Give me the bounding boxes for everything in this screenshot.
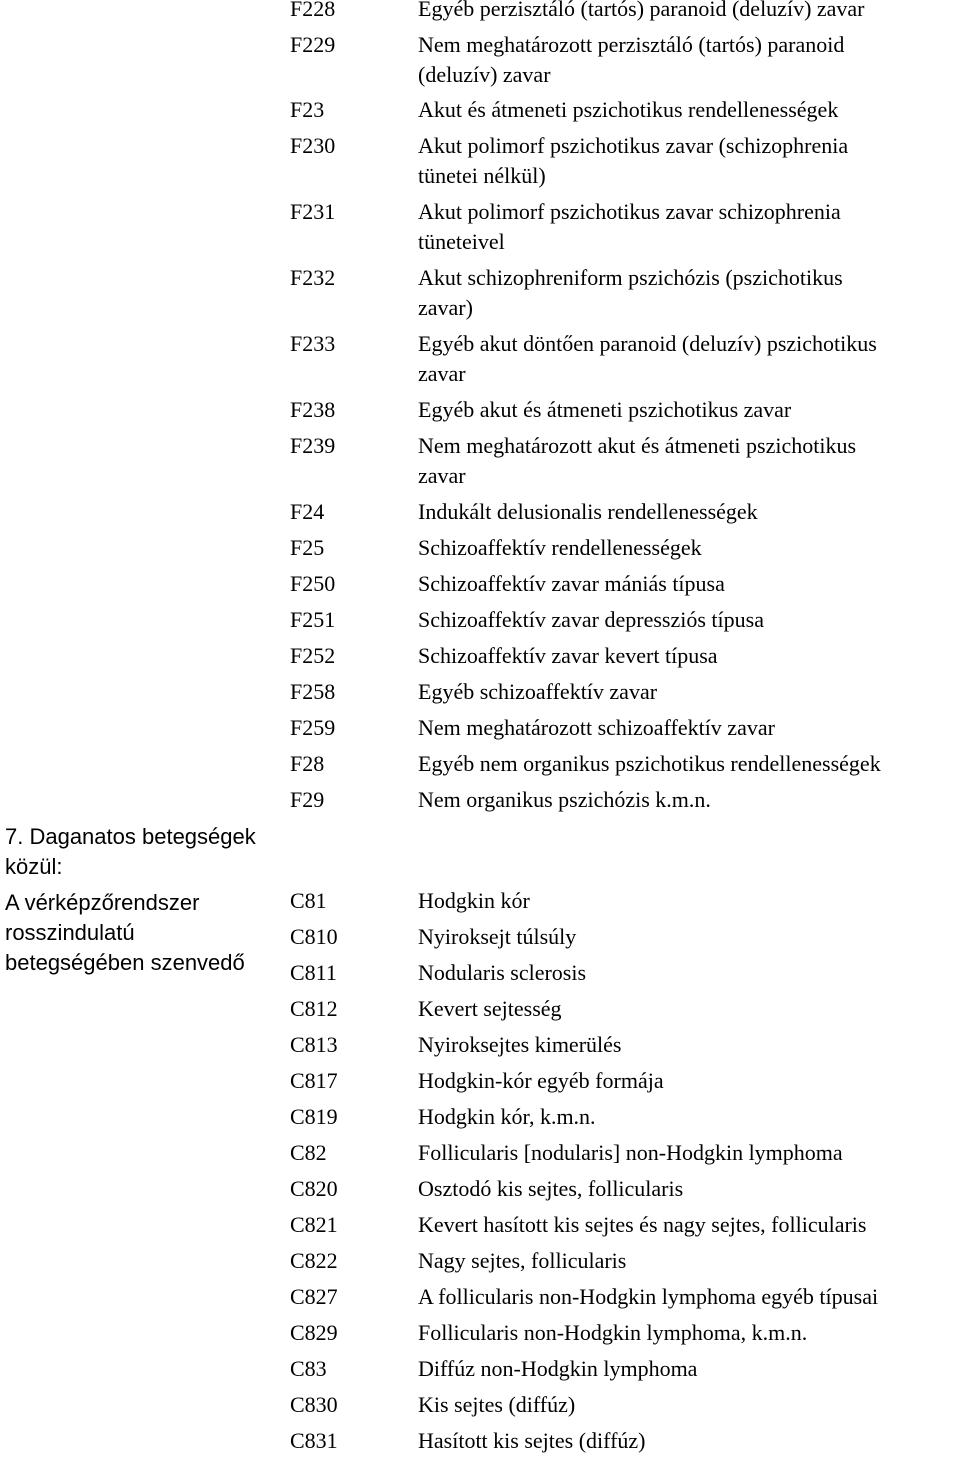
- description-line: Schizoaffektív zavar kevert típusa: [418, 643, 718, 668]
- description-line: Kevert hasított kis sejtes és nagy sejtes, follicularis: [418, 1212, 867, 1237]
- diagnosis-code: C83: [290, 1356, 327, 1381]
- diagnosis-description: [418, 677, 960, 707]
- description-line: (deluzív) zavar: [418, 62, 551, 87]
- diagnosis-code: F259: [290, 715, 336, 740]
- diagnosis-code: F251: [290, 607, 336, 632]
- description-line: zavar: [418, 463, 466, 488]
- description-line: Hasított kis sejtes (diffúz): [418, 1428, 646, 1453]
- diagnosis-description: [418, 1390, 960, 1420]
- diagnosis-description: [418, 131, 960, 191]
- diagnosis-code: C822: [290, 1248, 338, 1273]
- diagnosis-description: [418, 395, 960, 425]
- diagnosis-description: [418, 1030, 960, 1060]
- diagnosis-description: [418, 1102, 960, 1132]
- diagnosis-code: C821: [290, 1212, 338, 1237]
- diagnosis-description: [418, 785, 960, 815]
- description-line: tüneteivel: [418, 229, 505, 254]
- diagnosis-code: F232: [290, 265, 336, 290]
- diagnosis-code: F238: [290, 397, 336, 422]
- description-line: Kevert sejtesség: [418, 996, 562, 1021]
- section-subtitle: [5, 888, 270, 978]
- diagnosis-code: C830: [290, 1392, 338, 1417]
- description-line: Akut polimorf pszichotikus zavar schizophrenia: [418, 199, 841, 224]
- diagnosis-code: F250: [290, 571, 336, 596]
- description-line: Hodgkin kór: [418, 888, 530, 913]
- description-line: Egyéb nem organikus pszichotikus rendellenességek: [418, 751, 881, 776]
- diagnosis-code: C81: [290, 888, 327, 913]
- diagnosis-code: F252: [290, 643, 336, 668]
- diagnosis-description: [418, 641, 960, 671]
- diagnosis-code: F28: [290, 751, 325, 776]
- diagnosis-description: [418, 713, 960, 743]
- description-line: Nagy sejtes, follicularis: [418, 1248, 627, 1273]
- description-line: tünetei nélkül): [418, 163, 546, 188]
- description-line: Nyiroksejt túlsúly: [418, 924, 577, 949]
- diagnosis-description: [418, 1318, 960, 1348]
- description-line: Akut és átmeneti pszichotikus rendellenességek: [418, 97, 839, 122]
- diagnosis-code: F230: [290, 133, 336, 158]
- diagnosis-description: [418, 197, 960, 257]
- diagnosis-code: F258: [290, 679, 336, 704]
- diagnosis-code: C829: [290, 1320, 338, 1345]
- diagnosis-code: C811: [290, 960, 337, 985]
- description-line: Schizoaffektív zavar mániás típusa: [418, 571, 725, 596]
- description-line: Egyéb akut döntően paranoid (deluzív) pszichotikus: [418, 331, 877, 356]
- description-line: Nodularis sclerosis: [418, 960, 587, 985]
- diagnosis-description: [418, 994, 960, 1024]
- diagnosis-description: [418, 569, 960, 599]
- section-title: 7. Daganatos betegségek közül:: [5, 824, 256, 879]
- diagnosis-code: C827: [290, 1284, 338, 1309]
- diagnosis-code: C819: [290, 1104, 338, 1129]
- diagnosis-description: [418, 1138, 960, 1168]
- diagnosis-code: F23: [290, 97, 325, 122]
- diagnosis-description: [418, 1282, 960, 1312]
- diagnosis-code: C810: [290, 924, 338, 949]
- diagnosis-code: C831: [290, 1428, 338, 1453]
- diagnosis-code: C820: [290, 1176, 338, 1201]
- diagnosis-description: [418, 1066, 960, 1096]
- description-line: Diffúz non-Hodgkin lymphoma: [418, 1356, 698, 1381]
- diagnosis-description: [418, 497, 960, 527]
- diagnosis-code: F29: [290, 787, 325, 812]
- section-subtitle-line: betegségében szenvedő: [5, 950, 245, 975]
- diagnosis-code: F228: [290, 0, 336, 21]
- description-line: Kis sejtes (diffúz): [418, 1392, 576, 1417]
- description-line: Hodgkin kór, k.m.n.: [418, 1104, 596, 1129]
- description-line: Nyiroksejtes kimerülés: [418, 1032, 622, 1057]
- description-line: Nem meghatározott akut és átmeneti pszichotikus: [418, 433, 857, 458]
- diagnosis-description: [418, 1174, 960, 1204]
- description-line: Schizoaffektív zavar depressziós típusa: [418, 607, 764, 632]
- diagnosis-description: [418, 749, 960, 779]
- diagnosis-code: C812: [290, 996, 338, 1021]
- description-line: Akut schizophreniform pszichózis (pszichotikus: [418, 265, 843, 290]
- diagnosis-description: [418, 95, 960, 125]
- diagnosis-description: [418, 1354, 960, 1384]
- diagnosis-code: F233: [290, 331, 336, 356]
- diagnosis-description: [418, 1426, 960, 1456]
- diagnosis-description: [418, 886, 960, 916]
- diagnosis-description: [418, 263, 960, 323]
- diagnosis-description: [418, 533, 960, 563]
- description-line: zavar): [418, 295, 473, 320]
- diagnosis-description: [418, 1246, 960, 1276]
- diagnosis-code: C813: [290, 1032, 338, 1057]
- diagnosis-code: F239: [290, 433, 336, 458]
- description-line: Indukált delusionalis rendellenességek: [418, 499, 758, 524]
- diagnosis-description: [418, 329, 960, 389]
- description-line: Follicularis non-Hodgkin lymphoma, k.m.n.: [418, 1320, 808, 1345]
- description-line: Egyéb perzisztáló (tartós) paranoid (deluzív) zavar: [418, 0, 865, 21]
- description-line: Nem meghatározott schizoaffektív zavar: [418, 715, 775, 740]
- description-line: zavar: [418, 361, 466, 386]
- description-line: Nem organikus pszichózis k.m.n.: [418, 787, 711, 812]
- diagnosis-description: [418, 605, 960, 635]
- description-line: Schizoaffektív rendellenességek: [418, 535, 702, 560]
- diagnosis-description: [418, 30, 960, 90]
- diagnosis-code: F231: [290, 199, 336, 224]
- description-line: Nem meghatározott perzisztáló (tartós) paranoid: [418, 32, 845, 57]
- diagnosis-code: F24: [290, 499, 325, 524]
- diagnosis-code: C82: [290, 1140, 327, 1165]
- description-line: Follicularis [nodularis] non-Hodgkin lymphoma: [418, 1140, 843, 1165]
- description-line: Osztodó kis sejtes, follicularis: [418, 1176, 684, 1201]
- description-line: Egyéb schizoaffektív zavar: [418, 679, 658, 704]
- diagnosis-description: [418, 0, 960, 24]
- diagnosis-description: [418, 1210, 960, 1240]
- section-subtitle-line: A vérképzőrendszer: [5, 890, 200, 915]
- description-line: Egyéb akut és átmeneti pszichotikus zavar: [418, 397, 792, 422]
- diagnosis-code: F229: [290, 32, 336, 57]
- description-line: Hodgkin-kór egyéb formája: [418, 1068, 664, 1093]
- diagnosis-description: [418, 958, 960, 988]
- description-line: Akut polimorf pszichotikus zavar (schizophrenia: [418, 133, 849, 158]
- description-line: A follicularis non-Hodgkin lymphoma egyéb típusai: [418, 1284, 879, 1309]
- section-subtitle-line: rosszindulatú: [5, 920, 135, 945]
- diagnosis-description: [418, 922, 960, 952]
- diagnosis-code: F25: [290, 535, 325, 560]
- diagnosis-description: [418, 431, 960, 491]
- diagnosis-code: C817: [290, 1068, 338, 1093]
